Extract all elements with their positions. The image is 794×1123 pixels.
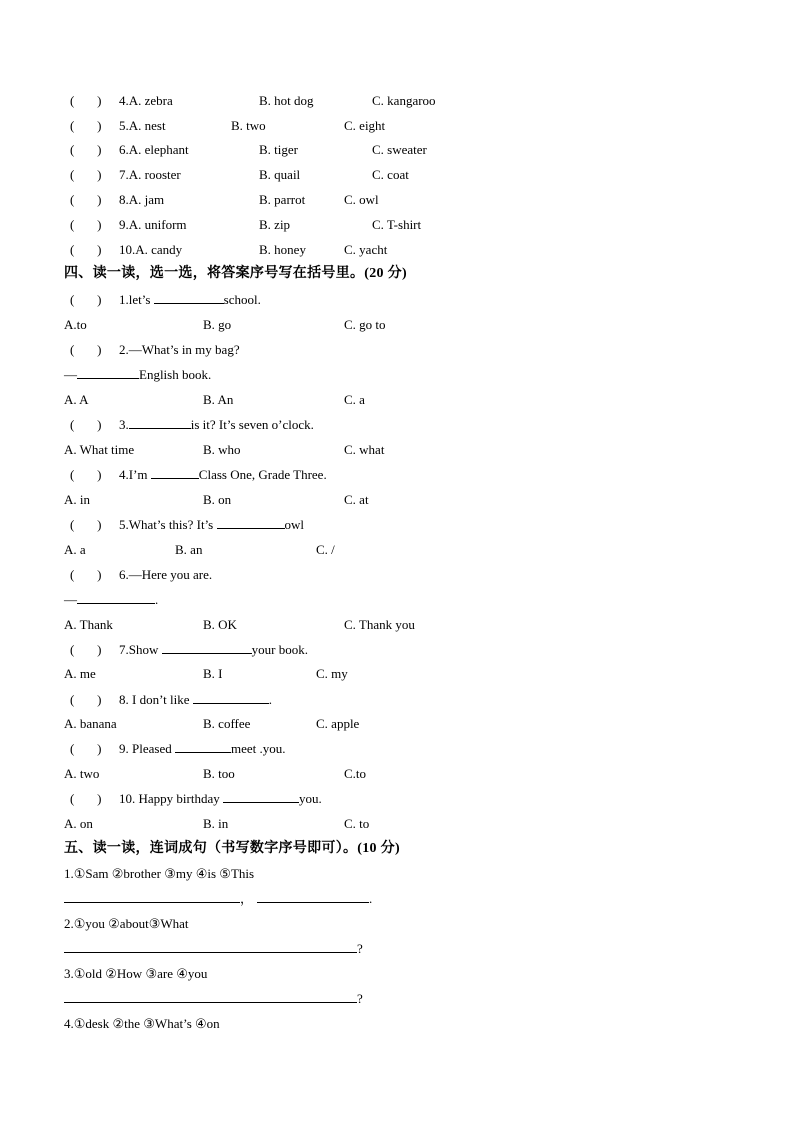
- question-text: school.: [223, 292, 261, 307]
- blank[interactable]: [154, 289, 224, 304]
- question-text: 6.—Here you are.: [119, 567, 213, 582]
- blank[interactable]: [129, 414, 191, 429]
- answer-blank[interactable]: [257, 888, 369, 903]
- option-b: B. coffee: [203, 716, 251, 731]
- option-a: 5.A. nest: [119, 118, 166, 133]
- question-text: is it? It’s seven o’clock.: [190, 417, 314, 432]
- option-b: B. two: [231, 118, 266, 133]
- option-a: 7.A. rooster: [119, 167, 181, 182]
- answer-paren[interactable]: ( ): [70, 467, 102, 482]
- option-b: B. zip: [259, 217, 291, 232]
- option-b: B. in: [203, 816, 229, 831]
- option-c: C. my: [316, 666, 348, 681]
- option-c: C. sweater: [372, 142, 427, 157]
- option-a: A. on: [64, 816, 93, 831]
- question-text: 7.Show: [119, 642, 162, 657]
- option-c: C. apple: [316, 716, 360, 731]
- answer-paren[interactable]: ( ): [70, 342, 102, 357]
- option-c: C. go to: [344, 317, 386, 332]
- answer-paren[interactable]: ( ): [70, 791, 102, 806]
- blank[interactable]: [77, 589, 155, 604]
- blank[interactable]: [175, 738, 231, 753]
- option-c: C. coat: [372, 167, 409, 182]
- option-b: B. I: [203, 666, 223, 681]
- section-heading: 四、读一读，选一选，将答案序号写在括号里。(20 分): [64, 266, 407, 281]
- question-text: meet .you.: [230, 741, 286, 756]
- question-text: English book.: [139, 367, 212, 382]
- comma: ，: [240, 891, 254, 906]
- option-a: A.to: [64, 317, 87, 332]
- option-a: A. banana: [64, 716, 117, 731]
- blank[interactable]: [193, 689, 269, 704]
- blank[interactable]: [223, 788, 299, 803]
- section-heading: 五、读一读，连词成句（书写数字序号即可）。(10 分): [64, 841, 400, 856]
- answer-blank[interactable]: [64, 888, 240, 903]
- question-text: 8. I don’t like: [119, 692, 193, 707]
- option-a: A. in: [64, 492, 90, 507]
- option-a: 4.A. zebra: [119, 93, 173, 108]
- answer-paren[interactable]: ( ): [70, 417, 102, 432]
- option-c: C.to: [344, 766, 367, 781]
- option-b: B. honey: [259, 242, 306, 257]
- option-b: B. who: [203, 442, 241, 457]
- question-text: 9. Pleased: [119, 741, 175, 756]
- question-text: 4.①desk ②the ③What’s ④on: [64, 1016, 220, 1031]
- answer-paren[interactable]: ( ): [70, 292, 102, 307]
- question-text: 2.—What’s in my bag?: [119, 342, 240, 357]
- question-text: 2.①you ②about③What: [64, 916, 189, 931]
- option-b: B. parrot: [259, 192, 306, 207]
- answer-paren[interactable]: ( ): [70, 242, 102, 257]
- option-b: B. quail: [259, 167, 301, 182]
- option-a: A. a: [64, 542, 86, 557]
- answer-blank[interactable]: [64, 988, 357, 1003]
- option-b: B. OK: [203, 617, 237, 632]
- option-c: C. a: [344, 392, 365, 407]
- blank[interactable]: [217, 514, 285, 529]
- option-a: A. two: [64, 766, 100, 781]
- option-b: B. hot dog: [259, 93, 314, 108]
- question-text: your book.: [251, 642, 308, 657]
- option-a: A. What time: [64, 442, 135, 457]
- answer-paren[interactable]: ( ): [70, 142, 102, 157]
- option-b: B. an: [175, 542, 203, 557]
- dash: —: [64, 367, 77, 382]
- option-a: A. me: [64, 666, 96, 681]
- option-a: 6.A. elephant: [119, 142, 189, 157]
- question-text: 3.: [119, 417, 129, 432]
- option-c: C. what: [344, 442, 385, 457]
- option-c: C. to: [344, 816, 370, 831]
- answer-blank[interactable]: [64, 938, 357, 953]
- option-a: 8.A. jam: [119, 192, 165, 207]
- question-text: 1.①Sam ②brother ③my ④is ⑤This: [64, 866, 255, 881]
- option-c: C. eight: [344, 118, 386, 133]
- blank[interactable]: [151, 464, 199, 479]
- option-c: C. Thank you: [344, 617, 415, 632]
- option-c: C. /: [316, 542, 335, 557]
- answer-paren[interactable]: ( ): [70, 192, 102, 207]
- option-a: 10.A. candy: [119, 242, 183, 257]
- option-c: C. kangaroo: [372, 93, 436, 108]
- option-c: C. owl: [344, 192, 379, 207]
- answer-paren[interactable]: ( ): [70, 567, 102, 582]
- option-a: 9.A. uniform: [119, 217, 187, 232]
- dash: —: [64, 592, 77, 607]
- question-text: 4.I’m: [119, 467, 151, 482]
- option-c: C. T-shirt: [372, 217, 422, 232]
- option-b: B. tiger: [259, 142, 298, 157]
- question-text: owl: [284, 517, 304, 532]
- option-c: C. at: [344, 492, 369, 507]
- question-text: 3.①old ②How ③are ④you: [64, 966, 208, 981]
- question-text: 1.let’s: [119, 292, 154, 307]
- question-text: Class One, Grade Three.: [198, 467, 327, 482]
- question-text: 10. Happy birthday: [119, 791, 223, 806]
- question-mark: ?: [357, 991, 363, 1006]
- answer-paren[interactable]: ( ): [70, 642, 102, 657]
- answer-paren[interactable]: ( ): [70, 217, 102, 232]
- answer-paren[interactable]: ( ): [70, 118, 102, 133]
- answer-paren[interactable]: ( ): [70, 692, 102, 707]
- option-b: B. go: [203, 317, 232, 332]
- question-text: .: [268, 692, 273, 707]
- option-b: B. An: [203, 392, 234, 407]
- answer-paren[interactable]: ( ): [70, 167, 102, 182]
- blank[interactable]: [77, 364, 139, 379]
- period: .: [369, 891, 373, 906]
- option-b: B. on: [203, 492, 232, 507]
- option-a: A. A: [64, 392, 89, 407]
- question-mark: ?: [357, 941, 363, 956]
- blank[interactable]: [162, 639, 252, 654]
- question-text: .: [155, 592, 159, 607]
- answer-paren[interactable]: ( ): [70, 741, 102, 756]
- option-c: C. yacht: [344, 242, 388, 257]
- option-a: A. Thank: [64, 617, 113, 632]
- answer-paren[interactable]: ( ): [70, 93, 102, 108]
- question-text: 5.What’s this? It’s: [119, 517, 217, 532]
- question-text: you.: [298, 791, 322, 806]
- answer-paren[interactable]: ( ): [70, 517, 102, 532]
- option-b: B. too: [203, 766, 235, 781]
